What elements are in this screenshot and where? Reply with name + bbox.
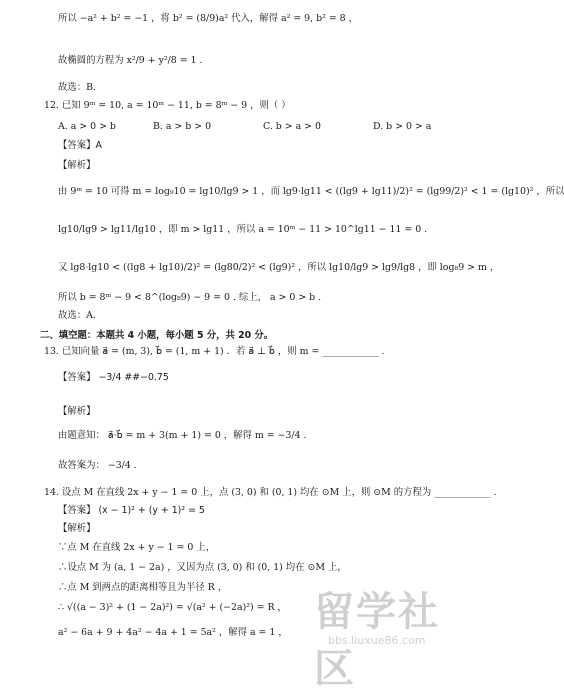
option-d: D. b > 0 > a [373, 121, 432, 132]
answer-label: 【答案】 (x − 1)² + (y + 1)² = 5 [58, 505, 205, 516]
answer-label: 【答案】A [58, 140, 102, 151]
solution-line: ∴ √((a − 3)² + (1 − 2a)²) = √(a² + (−2a)²) = R ， [58, 602, 287, 613]
solution-line: 由题意知： a⃗·b⃗ = m + 3(m + 1) = 0 ，解得 m = −3/4 . [58, 430, 307, 441]
answer-choice-line: 故选：B. [58, 82, 96, 93]
section-heading: 二、填空题：本题共 4 小题，每小题 5 分，共 20 分。 [40, 330, 274, 341]
watermark-logo [310, 580, 480, 692]
option-a: A. a > 0 > b [58, 121, 116, 132]
analysis-label: 【解析】 [58, 406, 96, 417]
question-12: 12. 已知 9ᵐ = 10, a = 10ᵐ − 11, b = 8ᵐ − 9 ，则（ ） [44, 100, 291, 111]
answer-choice-line: 故选：A. [58, 310, 96, 321]
watermark-url: bbs.liuxue86.com [328, 634, 426, 647]
option-b: B. a > b > 0 [153, 121, 212, 132]
solution-line: 又 lg8·lg10 < ((lg8 + lg10)/2)² = (lg80/2)² < (lg9)² ，所以 lg10/lg9 > lg9/lg8 ，即 log₈9 > m ， [58, 262, 500, 273]
solution-line: lg10/lg9 > lg11/lg10 ，即 m > lg11 ，所以 a = 10ᵐ − 11 > 10^lg11 − 11 = 0 . [58, 224, 428, 235]
solution-line: a² − 6a + 9 + 4a² − 4a + 1 = 5a² ，解得 a = 1 ， [58, 627, 288, 638]
question-13: 13. 已知向量 a⃗ = (m, 3), b⃗ = (1, m + 1) ．若 a⃗ ⊥ b⃗ ，则 m = ____________ . [44, 346, 385, 357]
question-14: 14. 设点 M 在直线 2x + y − 1 = 0 上，点 (3, 0) 和 (0, 1) 均在 ⊙M 上，则 ⊙M 的方程为 ____________ . [44, 487, 497, 498]
solution-line: ∵点 M 在直线 2x + y − 1 = 0 上， [58, 542, 216, 553]
analysis-label: 【解析】 [58, 160, 96, 171]
analysis-label: 【解析】 [58, 523, 96, 534]
solution-line: 故椭圆的方程为 x²/9 + y²/8 = 1 . [58, 55, 203, 66]
answer-label: 【答案】 −3/4 ##−0.75 [58, 372, 169, 383]
solution-line: 故答案为： −3/4 . [58, 460, 137, 471]
solution-line: 所以 b = 8ᵐ − 9 < 8^(log₈9) − 9 = 0 . 综上， a > 0 > b . [58, 292, 322, 303]
option-c: C. b > a > 0 [263, 121, 321, 132]
solution-line: ∴设点 M 为 (a, 1 − 2a) ，又因为点 (3, 0) 和 (0, 1) 均在 ⊙M 上， [58, 562, 347, 573]
watermark-title: 留学社区 [314, 589, 440, 692]
solution-line: 所以 −a² + b² = −1 ，将 b² = (8/9)a² 代入，解得 a² = 9, b² = 8 ， [58, 13, 358, 24]
solution-line: ∴点 M 到两点的距离相等且为半径 R ， [58, 582, 228, 593]
solution-line: 由 9ᵐ = 10 可得 m = log₉10 = lg10/lg9 > 1 ，而 lg9·lg11 < ((lg9 + lg11)/2)² = (lg99/2)² < 1 = (lg10)² ，所以 [58, 186, 564, 197]
